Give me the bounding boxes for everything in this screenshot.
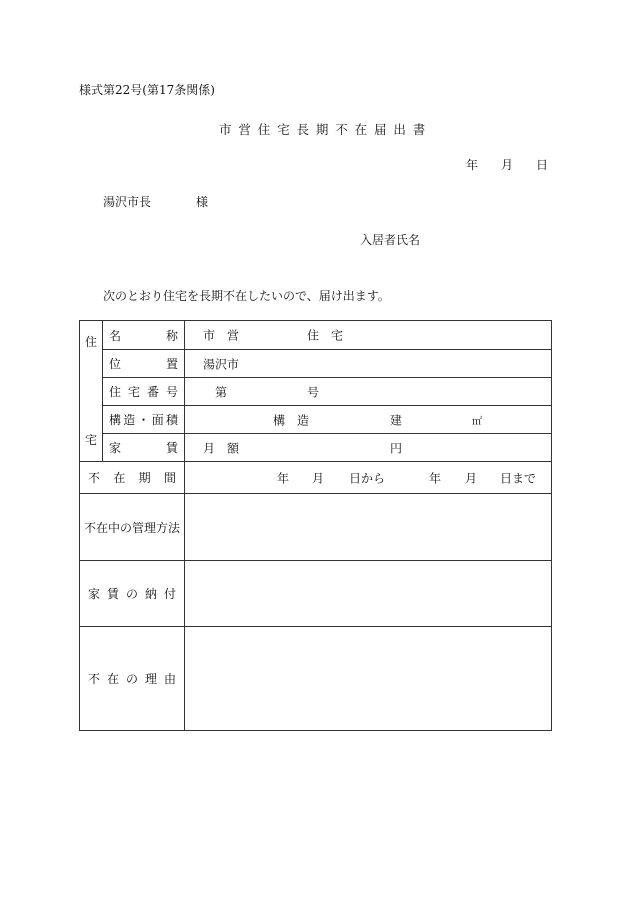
rent-label: 家 賃	[103, 434, 185, 462]
form-number: 様式第22号(第17条関係)	[79, 83, 215, 97]
to-year: 年	[429, 471, 442, 485]
house-number-field[interactable]	[185, 378, 552, 406]
row-absence-reason	[80, 627, 552, 731]
rent-payment-field[interactable]	[185, 561, 552, 627]
name-field[interactable]	[185, 321, 552, 350]
house-number-suffix: 号	[307, 385, 320, 399]
structure-area-field[interactable]	[185, 406, 552, 434]
from-year: 年	[277, 471, 290, 485]
name-value-housing: 住 宅	[307, 328, 344, 343]
house-number-prefix: 第	[215, 385, 228, 399]
date-month: 月	[501, 158, 514, 172]
housing-label-top: 住	[84, 335, 97, 349]
management-method-label: 不在中の管理方法	[80, 494, 185, 561]
absence-period-field[interactable]	[185, 462, 552, 494]
row-rent	[80, 434, 552, 462]
to-month: 月	[465, 471, 478, 485]
intro-text: 次のとおり住宅を長期不在したいので、届け出ます。	[103, 289, 390, 303]
name-label: 名 称	[103, 321, 185, 350]
from-month: 月	[312, 471, 325, 485]
housing-label-bottom: 宅	[84, 433, 97, 447]
row-name	[80, 321, 552, 350]
date-year: 年	[466, 158, 479, 172]
absence-reason-label: 不 在 の 理 由	[80, 627, 185, 731]
row-house-number	[80, 378, 552, 406]
from-day: 日から	[349, 471, 386, 485]
structure-area-label: 構 造 ・ 面 積	[103, 406, 185, 434]
row-rent-payment	[80, 561, 552, 627]
housing-group-label	[80, 321, 103, 462]
rent-yen-unit: 円	[390, 441, 403, 455]
row-location	[80, 350, 552, 378]
rent-monthly-label: 月 額	[203, 441, 240, 455]
date-day: 日	[536, 158, 549, 172]
document-title: 市営住宅長期不在届出書	[219, 122, 433, 137]
structure-label: 構 造	[273, 413, 310, 427]
addressee-honorific: 様	[196, 195, 209, 209]
management-method-field[interactable]	[185, 494, 552, 561]
rent-field[interactable]	[185, 434, 552, 462]
location-label: 位 置	[103, 350, 185, 378]
name-value-municipal: 市 営	[203, 328, 240, 343]
row-absence-period	[80, 462, 552, 494]
location-field[interactable]	[185, 350, 552, 378]
row-structure-area	[80, 406, 552, 434]
absence-period-label: 不 在 期 間	[80, 462, 185, 494]
house-number-label: 住 宅 番 号	[103, 378, 185, 406]
resident-name-label: 入居者氏名	[360, 233, 421, 247]
addressee-name: 湯沢市長	[103, 195, 152, 209]
absence-reason-field[interactable]	[185, 627, 552, 731]
row-management-method	[80, 494, 552, 561]
area-unit: ㎡	[472, 416, 482, 427]
location-value: 湯沢市	[203, 357, 240, 371]
application-form-table	[79, 320, 552, 731]
rent-payment-label: 家 賃 の 納 付	[80, 561, 185, 627]
building-label: 建	[390, 413, 403, 427]
to-day: 日まで	[500, 471, 537, 485]
